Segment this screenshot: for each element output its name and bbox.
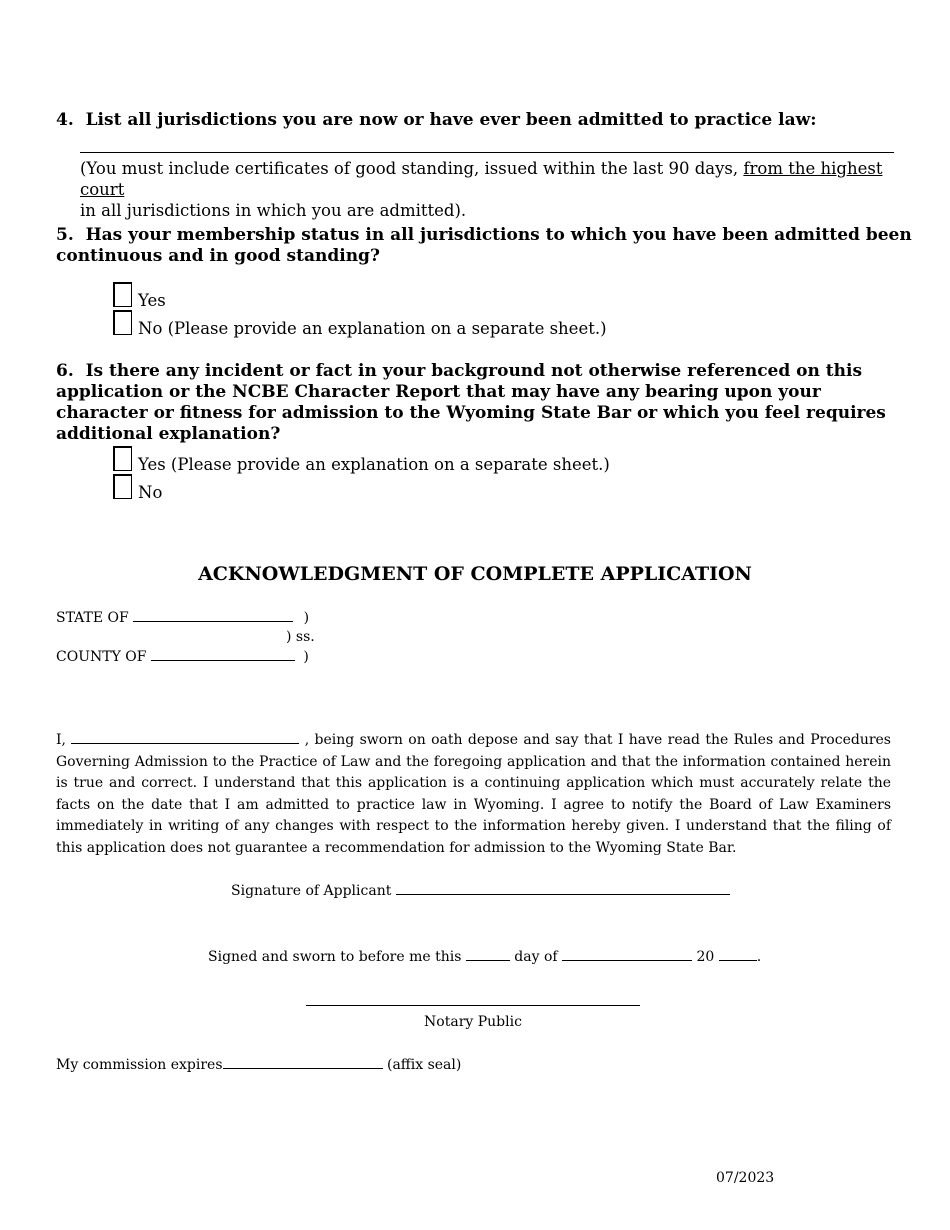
signature-label: Signature of Applicant [231, 883, 392, 899]
sworn-year-prefix: 20 [696, 949, 715, 965]
question-4-note [80, 158, 910, 221]
sworn-year-blank[interactable] [719, 948, 757, 961]
question-6 [56, 361, 906, 445]
state-line [56, 609, 356, 628]
question-6-number: 6. [56, 361, 74, 381]
sworn-day-blank[interactable] [466, 948, 510, 961]
oath-paragraph [56, 730, 891, 860]
applicant-name-blank[interactable] [71, 731, 299, 744]
q5-no-checkbox[interactable] [113, 310, 132, 335]
state-blank[interactable] [133, 609, 293, 622]
county-blank[interactable] [151, 648, 295, 661]
acknowledgment-title: ACKNOWLEDGMENT OF COMPLETE APPLICATION [198, 563, 752, 585]
signature-blank[interactable] [396, 882, 730, 895]
jurisdictions-answer-line[interactable] [80, 152, 894, 153]
county-line [56, 648, 356, 667]
sworn-month-blank[interactable] [562, 948, 692, 961]
sworn-prefix: Signed and sworn to before me this [208, 949, 462, 965]
question-5-number: 5. [56, 225, 74, 245]
state-label: STATE OF [56, 610, 129, 626]
q5-no-label: No (Please provide an explanation on a separate sheet.) [138, 319, 607, 338]
state-paren: ) [303, 610, 310, 626]
commission-label: My commission expires [56, 1057, 223, 1073]
county-paren: ) [303, 649, 309, 665]
commission-line [56, 1056, 556, 1075]
question-5 [56, 225, 916, 267]
sworn-period: . [756, 949, 762, 965]
sworn-line [208, 948, 768, 967]
q5-yes-checkbox[interactable] [113, 282, 132, 307]
affix-seal: (affix seal) [386, 1057, 462, 1073]
question-4-text: List all jurisdictions you are now or have ever been admitted to practice law: [85, 110, 817, 130]
question-4-number: 4. [56, 110, 74, 130]
revision-date: 07/2023 [716, 1170, 775, 1186]
notary-label: Notary Public [424, 1014, 522, 1030]
notary-signature-line[interactable] [306, 1005, 640, 1006]
q6-yes-label: Yes (Please provide an explanation on a separate sheet.) [138, 455, 610, 474]
question-6-text: Is there any incident or fact in your background not otherwise referenced on this application or the NCBE Character Report that may have any bearing upon your character or fitness for admission to the Wyoming State Bar or which you feel requires additional explanation? [56, 361, 886, 444]
q5-yes-label: Yes [138, 291, 166, 310]
question-4 [56, 110, 916, 131]
county-label: COUNTY OF [56, 649, 147, 665]
ss-mark: ) ss. [286, 629, 315, 645]
note-text-post: in all jurisdictions in which you are admitted). [80, 201, 467, 220]
note-text-underlined: from the highest court [80, 159, 883, 199]
commission-blank[interactable] [223, 1056, 383, 1069]
q6-no-checkbox[interactable] [113, 474, 132, 499]
q6-yes-checkbox[interactable] [113, 446, 132, 471]
q6-no-label: No [138, 483, 163, 502]
sworn-day-label: day of [514, 949, 558, 965]
signature-line [231, 882, 731, 901]
oath-text: , being sworn on oath depose and say that I have read the Rules and Procedures Governing Admission to the Practice of Law and the foregoing application and that the information contained herein is true and correct. I understand that this application is a continuing application which must accurately relate the facts on the date that I am admitted to practice law in Wyoming. I agree to notify the Board of Law Examiners immediately in writing of any changes with respect to the information hereby given. I understand that the filing of this application does not guarantee a recommendation for admission to the Wyoming State Bar. [56, 732, 891, 856]
note-text-pre: (You must include certificates of good standing, issued within the last 90 days, [80, 159, 744, 178]
question-5-text: Has your membership status in all jurisdictions to which you have been admitted been continuous and in good standing? [56, 225, 912, 266]
oath-prefix: I, [56, 732, 66, 748]
